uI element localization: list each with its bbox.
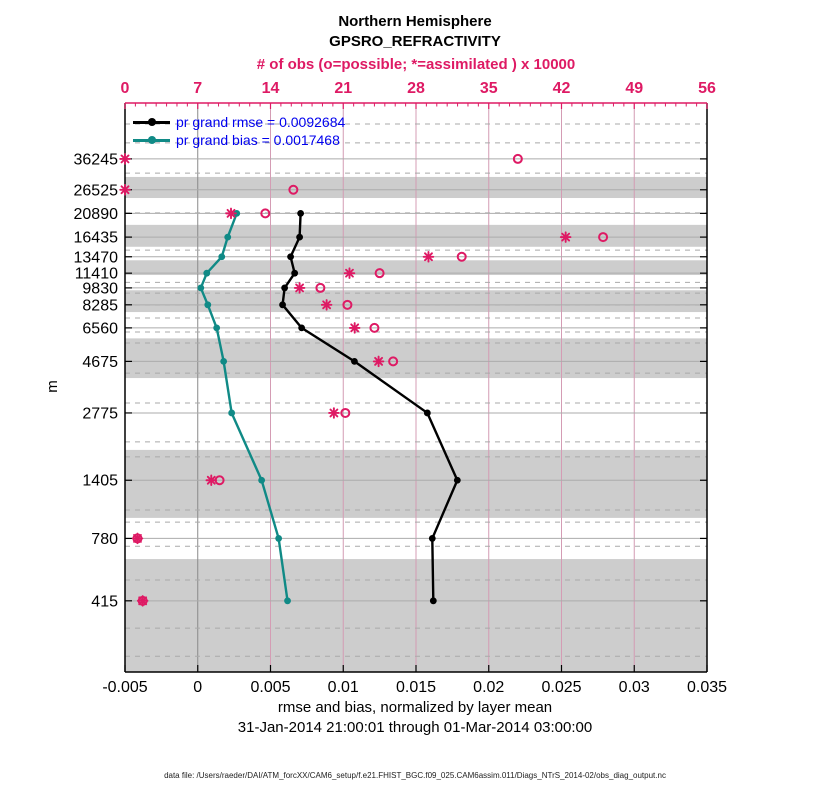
y-tick-label: 26525: [73, 182, 118, 200]
x-tick-label: 0.03: [618, 679, 650, 696]
bias-point: [224, 234, 231, 241]
obs-tick-label: 21: [334, 80, 353, 97]
x-tick-label: 0: [193, 679, 203, 696]
x-tick-label: 0.005: [250, 679, 291, 696]
obs-tick-label: 0: [120, 80, 130, 97]
bias-point: [284, 597, 291, 604]
data-file-path: data file: /Users/raeder/DAI/ATM_forcXX/CAM6_setup/f.e21.FHIST_BGC.f09_025.CAM6assim.011/Diags_NTrS_2014-02/obs_diag_output.nc: [164, 771, 666, 780]
legend: [133, 113, 345, 149]
obs-tick-label: 14: [261, 80, 280, 97]
bias-point: [258, 477, 265, 484]
obs-count-axis-label: # of obs (o=possible; *=assimilated ) x 10000: [256, 56, 576, 73]
y-tick-label: 2775: [82, 405, 118, 423]
legend-bias-label: pr grand bias = 0.0017468: [176, 132, 340, 148]
rmse-point: [287, 253, 294, 260]
obs-tick-label: 56: [698, 80, 716, 97]
bias-point: [228, 410, 235, 417]
x-axis-label: rmse and bias, normalized by layer mean: [277, 699, 553, 716]
rmse-point: [296, 234, 303, 241]
x-tick-label: 0.015: [395, 679, 437, 696]
rmse-point: [429, 535, 436, 542]
obs-tick-label: 7: [193, 80, 203, 97]
rmse-point: [279, 301, 286, 308]
y-tick-label: 1405: [82, 472, 118, 490]
region-title: Northern Hemisphere: [338, 13, 492, 30]
obs-tick-label: 35: [479, 80, 498, 97]
y-tick-label: 9830: [82, 280, 118, 298]
y-tick-label: 13470: [73, 249, 118, 267]
x-tick-label: 0.02: [473, 679, 505, 696]
rmse-point: [454, 477, 461, 484]
rmse-point: [351, 358, 358, 365]
bias-point: [204, 301, 211, 308]
bias-point: [275, 535, 282, 542]
obs-tick-label: 42: [552, 80, 571, 97]
rmse-point: [430, 597, 437, 604]
rmse-point: [291, 270, 298, 277]
y-tick-label: 4675: [82, 353, 118, 371]
rmse-point: [298, 324, 305, 331]
bias-line-swatch: [133, 139, 170, 142]
y-axis-label: m: [43, 380, 61, 393]
rmse-point: [281, 285, 288, 292]
x-tick-label: 0.025: [541, 679, 582, 696]
y-tick-label: 8285: [82, 297, 118, 315]
y-tick-label: 16435: [73, 229, 118, 247]
bias-point: [213, 324, 220, 331]
bias-point: [218, 253, 225, 260]
y-tick-label: 36245: [73, 151, 118, 169]
legend-row-rmse: [133, 113, 345, 131]
legend-row-bias: [133, 131, 345, 149]
y-tick-label: 20890: [73, 205, 118, 223]
x-tick-label: 0.01: [327, 679, 359, 696]
bias-point: [203, 270, 210, 277]
date-range-subtitle: 31-Jan-2014 21:00:01 through 01-Mar-2014 03:00:00: [237, 719, 593, 736]
bias-point: [220, 358, 227, 365]
legend-rmse-label: pr grand rmse = 0.0092684: [176, 114, 346, 130]
y-tick-label: 415: [91, 593, 118, 611]
obs-tick-label: 49: [625, 80, 644, 97]
x-tick-label: -0.005: [102, 679, 148, 696]
rmse-point: [424, 410, 431, 417]
y-tick-label: 6560: [82, 320, 118, 338]
variable-title: GPSRO_REFRACTIVITY: [329, 33, 501, 50]
rmse-line-swatch: [133, 121, 170, 124]
obs-tick-label: 28: [407, 80, 425, 97]
rmse-point: [297, 210, 304, 217]
bias-point: [197, 285, 204, 292]
y-tick-label: 780: [91, 530, 118, 548]
x-tick-label: 0.035: [686, 679, 728, 696]
y-tick-label: 11410: [74, 265, 118, 283]
